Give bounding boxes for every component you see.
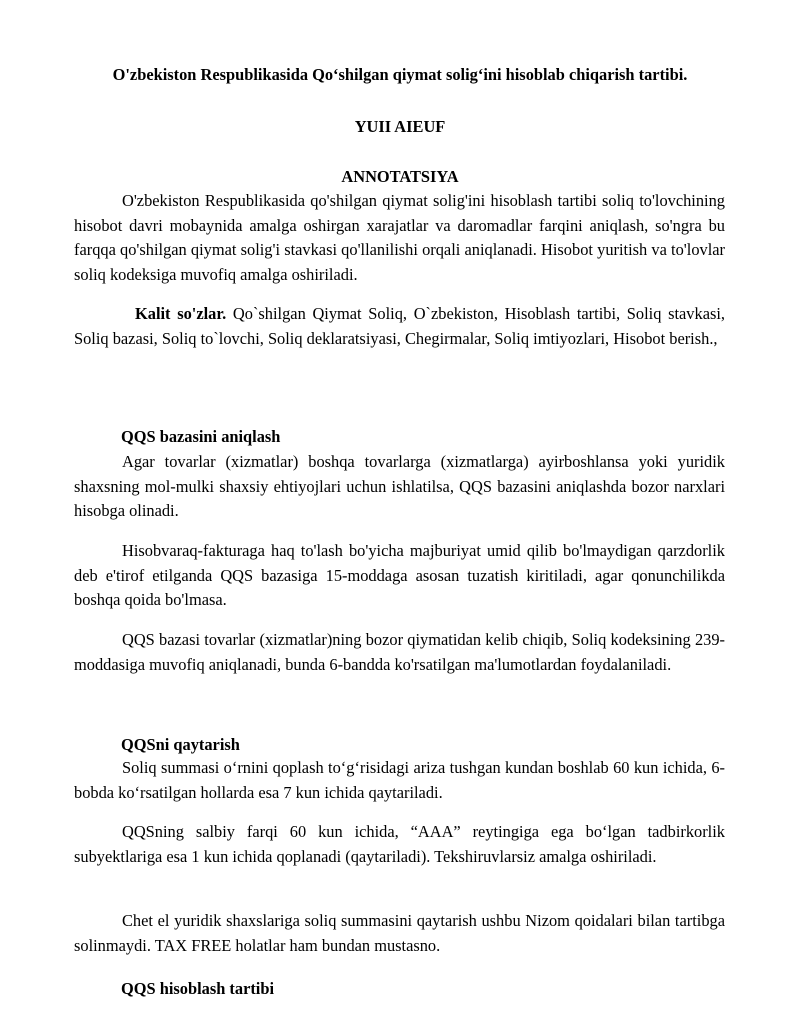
annotation-paragraph: O'zbekiston Respublikasida qo'shilgan qiymat solig'ini hisoblash tartibi soliq to'lovchining hisobot davri mobaynida amalga oshirgan xarajatlar va daromadlar farqini aniqlash, so'ngra bu farqqa qo'shilgan qiymat solig'i stavkasi qo'llanilishi orqali aniqlanadi. Hisobot yuritish va to'lovlar soliq kodeksiga muvofiq amalga oshiriladi. [74, 191, 725, 284]
section-paragraph: Soliq summasi o‘rnini qoplash to‘g‘risidagi ariza tushgan kundan boshlab 60 kun ichida, 6-bobda ko‘rsatilgan hollarda esa 7 kun ichida qaytariladi. [74, 758, 725, 802]
section-paragraph: QQS bazasi tovarlar (xizmatlar)ning bozor qiymatidan kelib chiqib, Soliq kodeksining 239-moddasiga muvofiq aniqlanadi, bunda 6-bandda ko'rsatilgan ma'lumotlardan foydalaniladi. [74, 630, 725, 674]
section-heading-qqs-bazasi: QQS bazasini aniqlash [121, 427, 281, 446]
section-paragraph: Agar tovarlar (xizmatlar) boshqa tovarlarga (xizmatlarga) ayirboshlansa yoki yuridik shaxsning mol-mulki shaxsiy ehtiyojlari uchun ishlatilsa, QQS bazasini aniqlashda bozor narxlari hisobga olinadi. [74, 452, 725, 520]
authors: YUII AIEUF [354, 117, 446, 136]
section-heading-qqs-hisoblash: QQS hisoblash tartibi [121, 979, 275, 998]
document-title: O'zbekiston Respublikasida Qo‘shilgan qiymat solig‘ini hisoblab chiqarish tartibi. [112, 65, 688, 84]
section-paragraph: Hisobvaraq-fakturaga haq to'lash bo'yicha majburiyat umid qilib bo'lmaydigan qarzdorlik deb e'tirof etilganda QQS bazasiga 15-moddaga asosan tuzatish kiritiladi, agar qonunchilikda boshqa qoida bo'lmasa. [74, 541, 725, 609]
keywords-paragraph [74, 302, 725, 351]
section-paragraph: QQSning salbiy farqi 60 kun ichida, “AAA” reytingiga ega bo‘lgan tadbirkorlik subyektlariga esa 1 kun ichida qoplanadi (qaytariladi). Tekshiruvlarsiz amalga oshiriladi. [74, 822, 725, 866]
section-paragraph: Chet el yuridik shaxslariga soliq summasini qaytarish ushbu Nizom qoidalari bilan tartibga solinmaydi. TAX FREE holatlar ham bundan mustasno. [74, 911, 725, 955]
annotation-heading: ANNOTATSIYA [341, 167, 459, 186]
keywords-label: Kalit so'zlar. [135, 304, 227, 323]
keywords-text: Qo`shilgan Qiymat Soliq, O`zbekiston, Hisoblash tartibi, Soliq stavkasi, Soliq bazasi, Soliq to`lovchi, Soliq deklaratsiyasi, Chegirmalar, Soliq imtiyozlari, Hisobot berish., [74, 304, 725, 348]
section-heading-qqsni-qaytarish: QQSni qaytarish [121, 735, 240, 754]
